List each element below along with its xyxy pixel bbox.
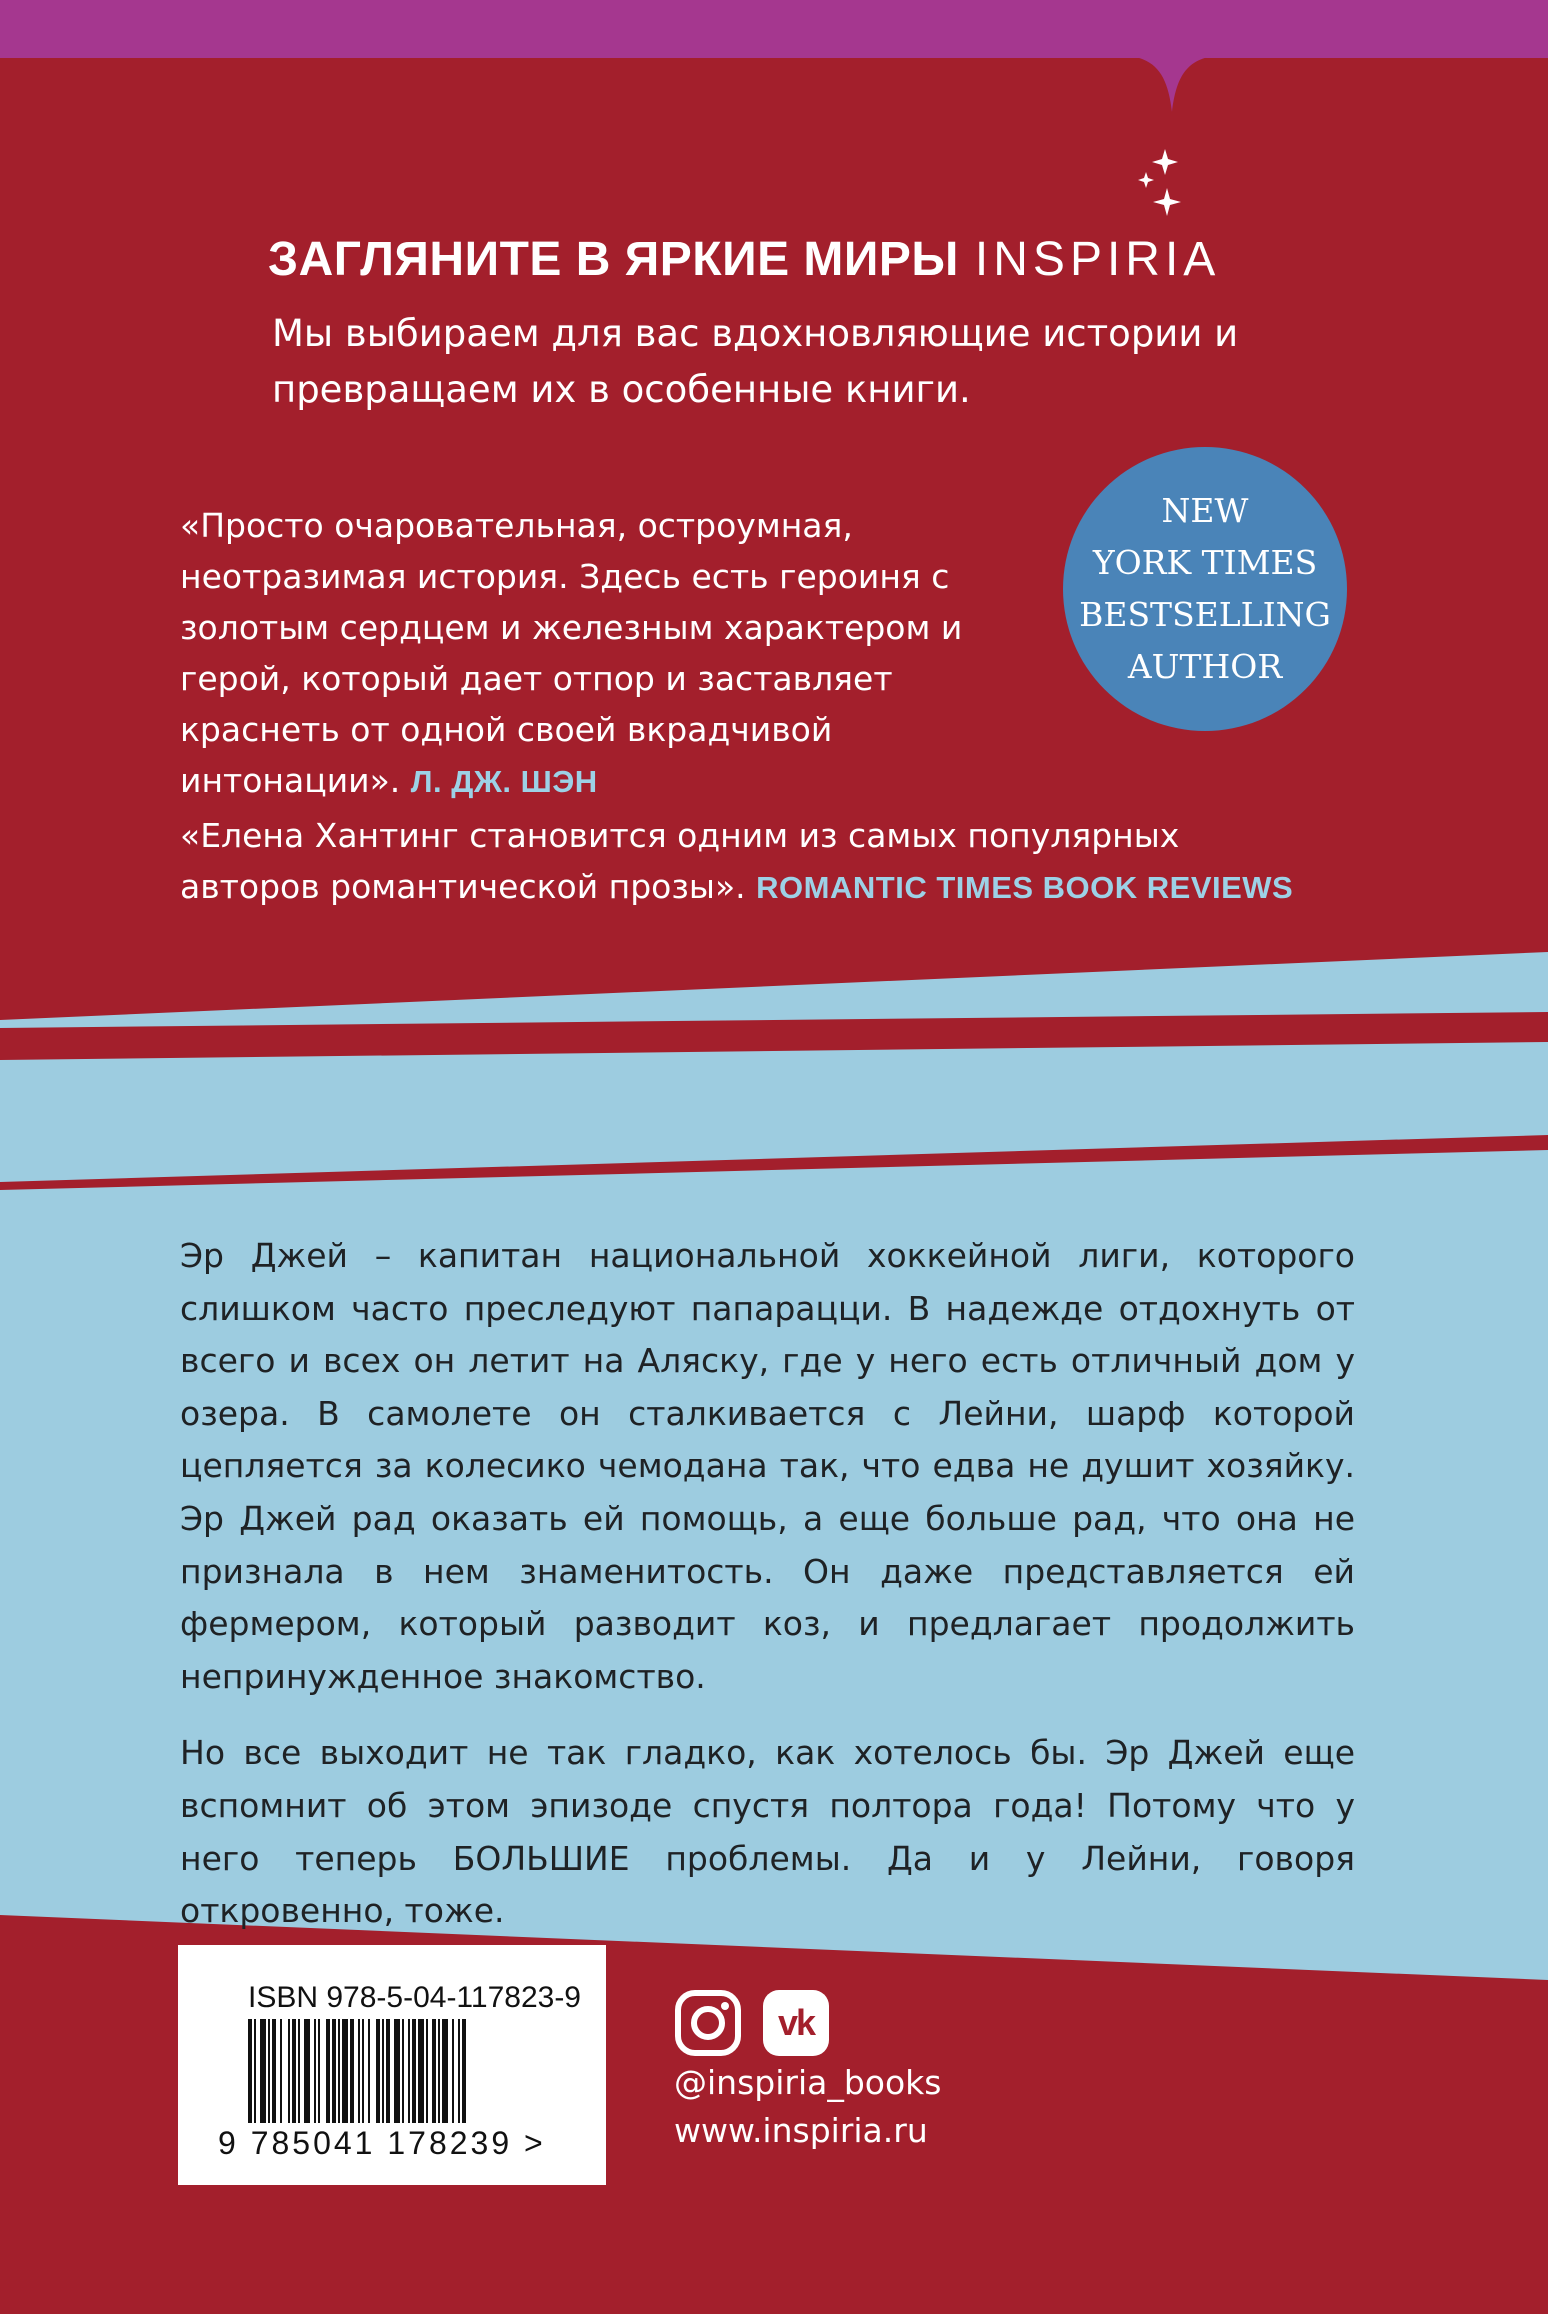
- book-description: [180, 1230, 1355, 1938]
- review-quote: [180, 500, 1060, 807]
- description-paragraph: Эр Джей – капитан национальной хоккейной лиги, которого слишком часто преследуют папарацци. В надежде отдохнуть от всего и всех он летит на Аляску, где у него есть отличный дом у озера. В самолете он сталкивается с Лейни, шарф которой цепляется за колесико чемодана так, что едва не душит хозяйку. Эр Джей рад оказать ей помощь, а еще больше рад, что она не признала в нем знаменитость. Он даже представляется ей фермером, который разводит коз, и предлагает продолжить непринужденное знакомство.: [180, 1236, 1355, 1696]
- badge-line: NEW: [1161, 491, 1249, 530]
- social-handle[interactable]: @inspiria_books: [674, 2063, 942, 2102]
- description-paragraph: Но все выходит не так гладко, как хотелось бы. Эр Джей еще вспомнит об этом эпизоде спустя полтора года! Потому что у него теперь БОЛЬШИЕ проблемы. Да и у Лейни, говоря откровенно, тоже.: [180, 1733, 1355, 1931]
- vk-glyph: vk: [777, 2002, 815, 2043]
- barcode-icon: [248, 2019, 548, 2123]
- isbn-label: ISBN 978-5-04-117823-9: [248, 1981, 581, 2014]
- heading-text: ЗАГЛЯНИТЕ В ЯРКИЕ МИРЫ: [268, 233, 959, 286]
- quote-attribution: Л. ДЖ. ШЭН: [410, 764, 598, 799]
- series-heading: [268, 232, 1220, 287]
- quote-attribution: ROMANTIC TIMES BOOK REVIEWS: [756, 870, 1294, 905]
- quote-text: «Елена Хантинг становится одним из самых популярных авторов романтической прозы».: [180, 816, 1180, 906]
- brand-name: INSPIRIA: [974, 233, 1221, 286]
- tagline: Мы выбираем для вас вдохновляющие истории и превращаем их в особенные книги.: [272, 312, 1239, 411]
- instagram-icon[interactable]: [675, 1990, 741, 2056]
- vk-icon[interactable]: [763, 1990, 829, 2056]
- badge-line: AUTHOR: [1127, 647, 1283, 686]
- barcode-digits: 9 785041 178239 >: [218, 2125, 546, 2161]
- top-purple-band: [0, 0, 1548, 58]
- barcode-panel: [178, 1945, 606, 2185]
- bestseller-badge: [1063, 447, 1347, 731]
- badge-line: YORK TIMES: [1092, 543, 1318, 582]
- website-link[interactable]: www.inspiria.ru: [674, 2111, 928, 2150]
- quote-text: «Просто очаровательная, остроумная, неотразимая история. Здесь есть героиня с золотым сердцем и железным характером и герой, который дает отпор и заставляет краснеть от одной своей вкрадчивой интонации».: [180, 506, 963, 800]
- badge-line: BESTSELLING: [1079, 595, 1331, 634]
- review-quote: [180, 810, 1300, 913]
